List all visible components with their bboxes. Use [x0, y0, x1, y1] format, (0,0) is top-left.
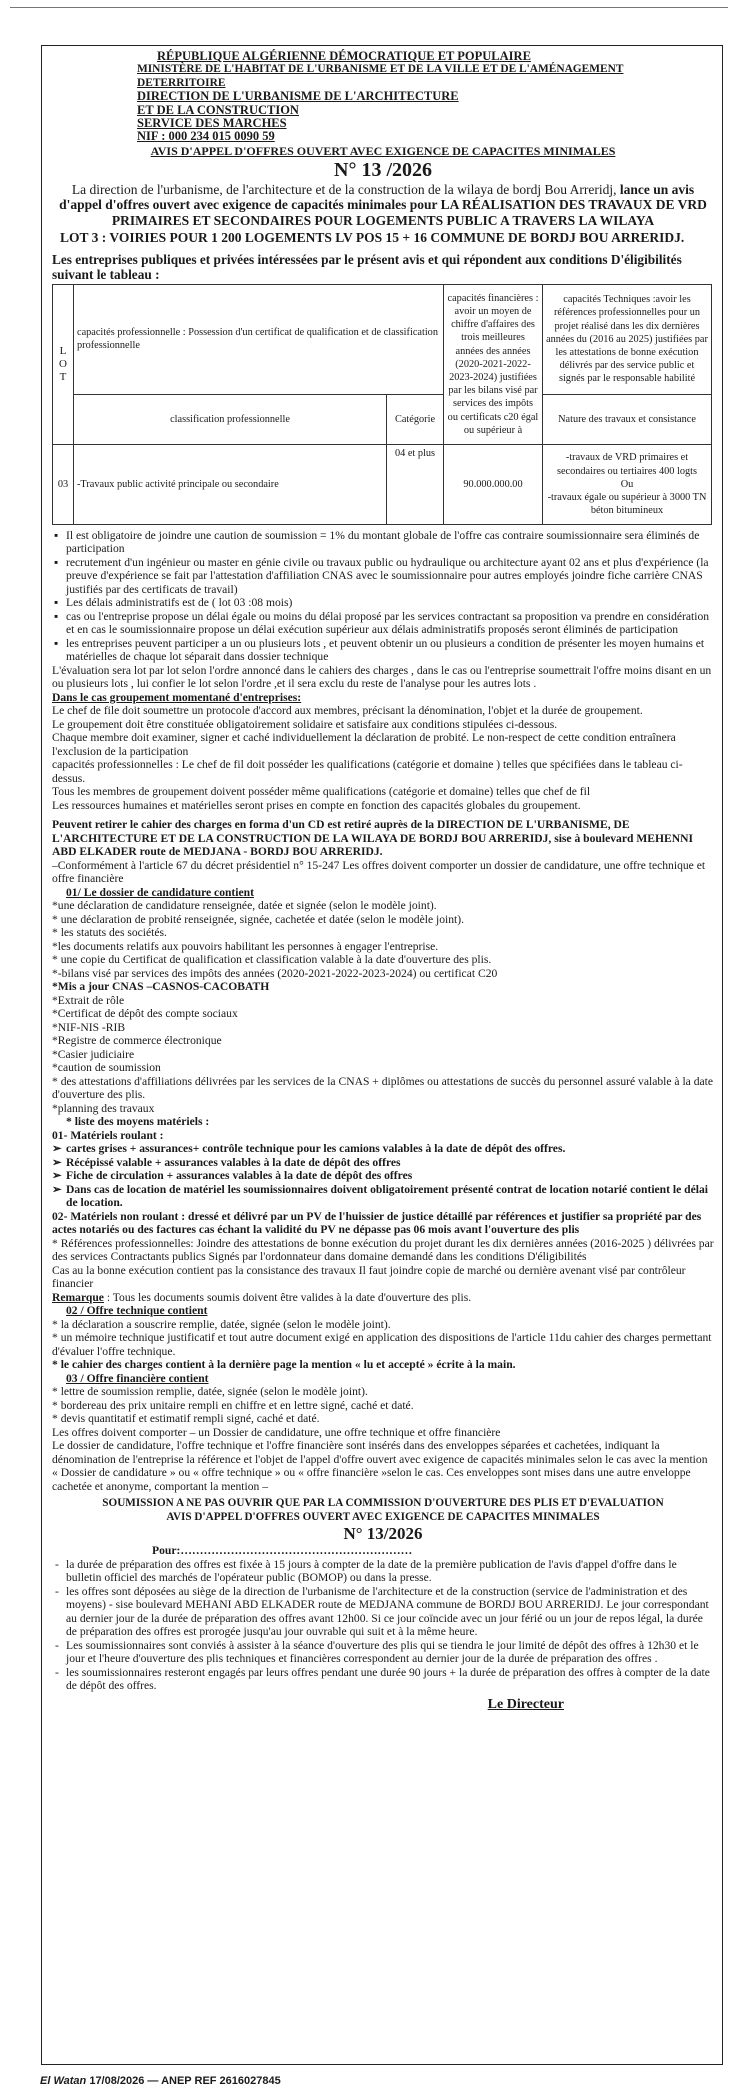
dossier-item: * les statuts des sociétés. — [52, 926, 167, 940]
lead-normal: La direction de l'urbanisme, de l'architecture et de la construction de la wilaya de bordj Bou Arreridj, — [71, 181, 617, 197]
header-direction: DIRECTION DE L'URBANISME DE L'ARCHITECTURE — [137, 89, 459, 104]
travaux-1: -travaux de VRD primaires et secondaires ou tertiaires 400 logts — [556, 452, 698, 477]
groupement-paragraph: Le chef de file doit soumettre un protocole d'accord aux membres, précisant la dénomination, l'objet et la durée de groupement. — [52, 704, 643, 718]
dossier-item: *Extrait de rôle — [52, 993, 125, 1007]
newspaper-footer — [40, 2075, 281, 2087]
delai-item: - Les soumissionnaires sont conviés à assister à la séance d'ouverture des plis qui se tiendra le jour limité de dépôt des offres à 12h30 et le jour et l'heure d'ouverture des plis techniques et financières correspondent au dernier jour de la durée de préparation des offres . — [52, 1639, 714, 1666]
travaux-2: -travaux égale ou supérieur à 3000 TN béton bitumineux — [547, 491, 707, 517]
retrait-text: Peuvent retirer le cahier des charges en forma d'un CD est retiré auprès de la DIRECTION DE L'URBANISME, DE L'ARCHITECTURE ET DE LA CONSTRUCTION DE LA WILAYA DE BORDJ BOU ARRERIDJ, sise à boulevard MEHENNI ABD ELKADER route de MEDJANA - BORDJ BOU ARRERIDJ. — [52, 818, 694, 859]
dossier-item: *Certificat de dépôt des compte sociaux — [52, 1007, 238, 1021]
references-text: * Références professionnelles: Joindre des attestations de bonne exécution du projet durant les dix dernières années (2016-2025 ) délivrées par des services Contractants publics Signés par l'ordonnateur dans domaine demandé dans les conditions D'éligibilités — [52, 1236, 714, 1264]
delai-item: - les offres sont déposées au siège de la direction de l'urbanisme de l'architecture et de la construction (service de l'administration et des moyens) - sise boulevard MEHANI ABD ELKADER route de MEDJANA commune de BORDJ BOU ARRERIDJ. Le jour correspondant au dernier jour de la durée de préparation des offres avant 12h00. Si ce jour coïncide avec un jour férié ou un jour de repos légal, la durée de préparation des offres est prorogée jusqu'au jour ouvrable qui suit et à la même heure. — [52, 1585, 714, 1639]
header-block — [52, 50, 714, 144]
offre-technique-item: * la déclaration a souscrire remplie, datée, signée (selon le modèle joint). — [52, 1317, 391, 1331]
condition-item: ▪ les entreprises peuvent participer a un ou plusieurs lots , et peuvent obtenir un ou plusieurs a condition de présenter les moyen humains et matérielles de chaque lot séparait dans dossier technique — [52, 637, 714, 664]
header-service: SERVICE DES MARCHES — [137, 116, 287, 131]
sous-traitance-text: Cas au la bonne exécution contient pas la consistance des travaux Il faut joindre copie de marché ou dernière avenant visé par contrôleur financier — [52, 1263, 686, 1291]
roulant-item: ➢ Fiche de circulation + assurances valables à la date de dépôt des offres — [52, 1169, 714, 1183]
moyens-title: * liste des moyens matériels : — [66, 1115, 210, 1129]
capacites-tech: capacités Techniques :avoir les références professionnelles pour un projet réalisé dans les dix dernières années du (2016 au 2025) justifiées par les attestations de bonne exécution délivrés par des service public et signés par le responsable habilité — [543, 284, 712, 394]
offre-technique-title: 02 / Offre technique contient — [66, 1304, 208, 1318]
groupement-title: Dans le cas groupement momentané d'entreprises: — [52, 690, 302, 704]
comporter-text: Les offres doivent comporter – un Dossier de candidature, une offre technique et offre financière — [52, 1425, 501, 1439]
roulant-item: ➢ Dans cas de location de matériel les soumissionnaires doivent obligatoirement présenté contrat de location notarié contient le délai de location. — [52, 1183, 714, 1210]
mention-line-2: AVIS D'APPEL D'OFFRES OUVERT AVEC EXIGENCE DE CAPACITES MINIMALES — [166, 1510, 600, 1523]
condition-item: ▪ Les délais administratifs est de ( lot 03 :08 mois) — [52, 596, 714, 610]
dossier-list — [52, 899, 714, 1115]
footer-info: 17/08/2026 — ANEP REF 2616027845 — [86, 2075, 281, 2087]
dossier-item: *planning des travaux — [52, 1101, 155, 1115]
decret-text: –Conformément à l'article 67 du décret présidentiel n° 15-247 Les offres doivent comporter un dossier de candidature, une offre technique et offre financière — [52, 858, 706, 886]
dossier-item: * une déclaration de probité renseignée, signée, cachetée et datée (selon le modèle joint). — [52, 912, 465, 926]
classification-header: classification professionnelle — [74, 394, 387, 444]
offre-technique-item: * un mémoire technique justificatif et tout autre document exigé en application des dispositions de l'article 11du cahier des charges permettant d'évaluer l'offre technique. — [52, 1331, 712, 1358]
dossier-item: * des attestations d'affiliations délivrées par les services de la CNAS + diplômes ou attestations de succès du personnel assuré valable à la date d'ouverture des plis. — [52, 1074, 714, 1102]
remarque-label: Remarque — [52, 1290, 104, 1304]
condition-item: ▪ cas ou l'entreprise propose un délai égale ou moins du délai proposé par les services contractant sa proposition va prendre en considération et en cas le soumissionnaire propose un délai exécution supérieur aux délais administratifs proposés seront éliminés de participation — [52, 610, 714, 637]
dossier-item: *une déclaration de candidature renseignée, datée et signée (selon le modèle joint). — [52, 899, 437, 913]
dossier-item: *Registre de commerce électronique — [52, 1034, 222, 1048]
offre-technique-item: * le cahier des charges contient à la dernière page la mention « lu et accepté » écrite à la main. — [52, 1358, 516, 1372]
delai-item: - la durée de préparation des offres est fixée à 15 jours à compter de la date de la première publication de l'avis d'appel d'offre dans le bulletin officiel des marchés de l'opérateur public (BOMOP) ou dans la presse. — [52, 1558, 714, 1585]
travaux-ou: Ou — [620, 478, 634, 490]
groupement-paragraph: Le groupement doit être constituée obligatoirement solidaire et satisfaire aux conditions stipulées ci-dessous. — [52, 717, 558, 731]
notice-content — [52, 50, 714, 1713]
nature-header: Nature des travaux et consistance — [543, 394, 712, 444]
roulant-title: 01- Matériels roulant : — [52, 1128, 164, 1142]
delai-item: - les soumissionnaires resteront engagés par leurs offres pendant une durée 90 jours + la durée de préparation des offres à compter de la date de dépôt des offres. — [52, 1666, 714, 1693]
dossier-item: * une copie du Certificat de qualification et classification valable à la date d'ouverture des plis. — [52, 953, 492, 967]
notice-title: AVIS D'APPEL D'OFFRES OUVERT AVEC EXIGENCE DE CAPACITES MINIMALES — [150, 143, 616, 158]
header-ministry: MINISTÈRE DE L'HABITAT DE L'URBANISME ET DE LA VILLE ET DE L'AMÉNAGEMENT DETERRITOIRE — [137, 63, 624, 89]
lot-header: L O T — [53, 284, 74, 444]
capacites-pro: capacités professionnelle : Possession d'un certificat de qualification et de classification professionnelle — [74, 284, 444, 394]
offre-financiere-item: * lettre de soumission remplie, datée, signée (selon le modèle joint). — [52, 1385, 368, 1399]
notice-number: N° 13 /2026 — [334, 158, 432, 181]
dossier-item: *Casier judiciaire — [52, 1047, 135, 1061]
row-travaux — [543, 444, 712, 524]
evaluation-text: L'évaluation sera lot par lot selon l'ordre annoncé dans le cahiers des charges , dans le cas ou l'entreprise soumettrait l'offre moins disant en un ou plusieurs lots , lui confier le lot selon l'ordre ,et il sera exclu du reste de l'analyse pour les autres lots . — [52, 663, 712, 691]
capacites-fin: capacités financières : avoir un moyen de chiffre d'affaires des trois meilleures années des années (2020-2021-2022-2023-2024) justifiées par les bilans visé par services des impôts ou certificats c20 égal ou supérieur à — [444, 284, 543, 444]
offre-financiere-item: * devis quantitatif et estimatif rempli signé, caché et daté. — [52, 1412, 320, 1426]
condition-item: ▪ Il est obligatoire de joindre une caution de soumission = 1% du montant globale de l'offre cas contraire soumissionnaire sera éliminés de participation — [52, 529, 714, 556]
newspaper-name: El Watan — [40, 2075, 87, 2087]
dossier-item: *caution de soumission — [52, 1061, 161, 1075]
header-republic: RÉPUBLIQUE ALGÉRIENNE DÉMOCRATIQUE ET POPULAIRE — [157, 49, 531, 63]
categorie-header: Catégorie — [387, 394, 444, 444]
header-nif: NIF : 000 234 015 0090 59 — [137, 129, 275, 144]
dossier-item: *NIF-NIS -RIB — [52, 1020, 126, 1034]
roulant-item: ➢ Récépissé valable + assurances valables à la date de dépôt des offres — [52, 1156, 714, 1170]
remarque-text: : Tous les documents soumis doivent être valides à la date d'ouverture des plis. — [103, 1290, 472, 1304]
eligibility-table — [52, 284, 712, 525]
eligibility-intro: Les entreprises publiques et privées intéressées par le présent avis et qui répondent aux conditions D'éligibilités suivant le tableau : — [52, 251, 682, 282]
dossier-item: *-bilans visé par services des impôts des années (2020-2021-2022-2023-2024) ou certificat C20 — [52, 966, 498, 980]
groupement-paragraph: capacités professionnelles : Le chef de fil doit posséder les qualifications (catégorie et domaine ) telles que spécifiées dans le tableau ci-dessus. — [52, 758, 683, 785]
row-lot: 03 — [53, 444, 74, 524]
groupement-paragraph: Les ressources humaines et matérielles seront prises en compte en fonction des capacités globales du groupement. — [52, 798, 581, 812]
dossier-item: *les documents relatifs aux pouvoirs habilitant les personnes à engager l'entreprise. — [52, 939, 439, 953]
top-rule — [10, 7, 728, 8]
signature: Le Directeur — [487, 1696, 564, 1712]
header-construction: ET DE LA CONSTRUCTION — [137, 102, 299, 117]
mention-number: N° 13/2026 — [343, 1524, 423, 1544]
mention-pour: Pour:…………………………………………………… — [152, 1544, 413, 1558]
row-montant: 90.000.000.00 — [444, 444, 543, 524]
delais-list — [52, 1558, 714, 1693]
enveloppes-text: Le dossier de candidature, l'offre technique et l'offre financière sont insérés dans des enveloppes séparées et cachetées, indiquant la dénomination de l'entreprise la référence et l'objet de l'appel d'offre ouvert avec exigence de capacités minimales selon le cas avec la mention « Dossier de candidature » ou « offre technique » ou « offre financière »selon le cas. Ces enveloppes sont mises dans une autre enveloppe cachetée et anonyme, comportant la mention – — [52, 1439, 708, 1493]
notice-lead — [52, 182, 714, 229]
conditions-list — [52, 529, 714, 664]
dossier-title: 01/ Le dossier de candidature contient — [66, 885, 254, 899]
non-roulant-text: 02- Matériels non roulant : dressé et délivré par un PV de l'huissier de justice détaillé par références et justifier sa propriété par des actes notariés ou des factures cas échant la validité du PV ne dépasse pas 06 mois avant l'ouverture des plis — [52, 1209, 702, 1237]
lot-line: LOT 3 : VOIRIES POUR 1 200 LOGEMENTS LV POS 15 + 16 COMMUNE DE BORDJ BOU ARRERIDJ. — [60, 230, 685, 246]
offre-financiere-title: 03 / Offre financière contient — [66, 1371, 209, 1385]
row-categorie: 04 et plus — [387, 444, 444, 524]
mention-line-1: SOUMISSION A NE PAS OUVRIR QUE PAR LA COMMISSION D'OUVERTURE DES PLIS ET D'EVALUATION — [102, 1497, 664, 1510]
row-activite: -Travaux public activité principale ou secondaire — [74, 444, 387, 524]
offre-financiere-item: * bordereau des prix unitaire rempli en chiffre et en lettre signé, caché et daté. — [52, 1398, 414, 1412]
remarque — [52, 1291, 714, 1305]
lead-bold: lance un avis d'appel d'offres ouvert avec exigence de capacités minimales pour LA RÉALISATION DES TRAVAUX DE VRD PRIMAIRES ET SECONDAIRES POUR LOGEMENTS PUBLIC A TRAVERS LA WILAYA — [59, 181, 707, 228]
dossier-item: *Mis a jour CNAS –CASNOS-CACOBATH — [52, 980, 270, 994]
condition-item: ▪ recrutement d'un ingénieur ou master en génie civile ou travaux public ou hydraulique ou architecture ayant 02 ans et plus d'expérience (la preuve d'expérience se fait par l'attestation d'affiliation CNAS avec le soumissionnaire pour autres employés joindre fiche carrière CNAS justifiés par des certificats de travail) — [52, 556, 714, 597]
groupement-paragraph: Tous les membres de groupement doivent posséder même qualifications (catégorie et domaine) telles que chef de fil — [52, 785, 591, 799]
groupement-paragraph: Chaque membre doit examiner, signer et caché individuellement la déclaration de probité. Le non-respect de cette condition entraînera l'exclusion de la participation — [52, 731, 676, 758]
roulant-item: ➢ cartes grises + assurances+ contrôle technique pour les camions valables à la date de dépôt des offres. — [52, 1142, 714, 1156]
roulant-list — [52, 1142, 714, 1210]
